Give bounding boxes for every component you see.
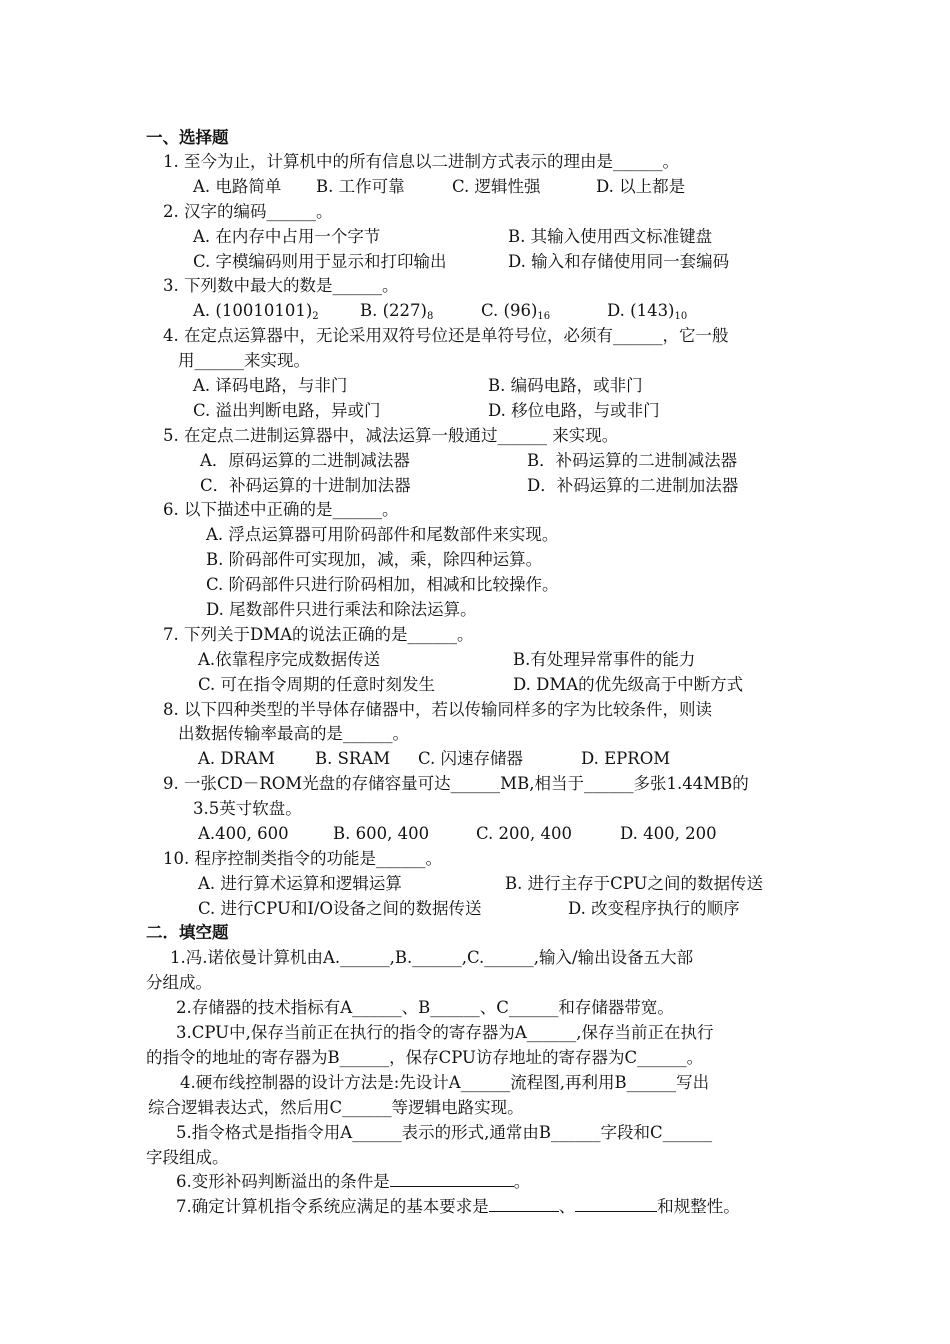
q3-option-a: A. $(10010101)_2$ (193, 301, 319, 322)
question-7-stem: 7. 下列关于DMA的说法正确的是______。 (163, 625, 474, 644)
fill-item-6: 6.变形补码判断溢出的条件是 。 (176, 1172, 531, 1191)
question-4-stem-line-2: 用______来实现。 (178, 351, 310, 370)
q3-option-c-base: 16 (537, 311, 551, 322)
q9-option-c: C. 200, 400 (476, 824, 573, 843)
q1-option-d: D. 以上都是 (596, 177, 686, 196)
q10-option-a: A. 进行算术运算和逻辑运算 (198, 874, 402, 893)
q3-option-d: D. $(143)_{10}$ (607, 301, 688, 322)
q9-option-b: B. 600, 400 (333, 824, 430, 843)
q8-option-b: B. SRAM (315, 749, 391, 768)
answer-blank (575, 1197, 657, 1212)
q5-option-a: A．原码运算的二进制减法器 (200, 451, 410, 470)
fill-item-3-line-1: 3.CPU中,保存当前正在执行的指令的寄存器为A______,保存当前正在执行 (176, 1023, 714, 1042)
q4-option-a: A. 译码电路，与非门 (193, 376, 348, 395)
q2-option-c: C. 字模编码则用于显示和打印输出 (193, 252, 447, 271)
q7-option-a: A.依靠程序完成数据传送 (198, 650, 381, 669)
question-4-stem-line-1: 4. 在定点运算器中，无论采用双符号位还是单符号位，必须有______，它一般 (163, 326, 729, 345)
q4-option-c: C. 溢出判断电路，异或门 (193, 401, 381, 420)
q2-option-d: D. 输入和存储使用同一套编码 (508, 252, 730, 271)
fill-item-4-line-1: 4.硬布线控制器的设计方法是:先设计A______流程图,再利用B______写出 (180, 1073, 710, 1092)
q1-option-b: B. 工作可靠 (316, 177, 405, 196)
q8-option-d: D. EPROM (581, 749, 671, 768)
q4-option-d: D. 移位电路，与或非门 (488, 401, 660, 420)
fill-item-3-line-2: 的指令的地址的寄存器为B______，保存CPU访存地址的寄存器为C______。 (146, 1048, 704, 1067)
question-6-stem: 6. 以下描述中正确的是______。 (163, 500, 399, 519)
answer-blank (390, 1172, 514, 1187)
fill-item-1-line-2: 分组成。 (146, 973, 212, 992)
q3-option-a-base: 2 (312, 311, 319, 322)
q8-option-a: A. DRAM (198, 749, 275, 768)
q3-option-b-base: 8 (426, 311, 434, 322)
question-5-stem: 5. 在定点二进制运算器中，减法运算一般通过______ 来实现。 (163, 426, 619, 445)
fill-item-4-line-2: 综合逻辑表达式，然后用C______等逻辑电路实现。 (148, 1098, 524, 1117)
question-10-stem: 10. 程序控制类指令的功能是______。 (163, 849, 442, 868)
fill-item-7: 7.确定计算机指令系统应满足的基本要求是 、 和规整性。 (176, 1197, 740, 1216)
q2-option-a: A. 在内存中占用一个字节 (193, 227, 381, 246)
section-title-fill: 二．填空题 (146, 923, 229, 942)
q3-option-d-base: 10 (674, 311, 688, 322)
question-8-stem-line-1: 8. 以下四种类型的半导体存储器中，若以传输同样多的字为比较条件，则读 (163, 700, 712, 719)
q6-option-c: C. 阶码部件只进行阶码相加，相减和比较操作。 (206, 575, 559, 594)
q7-option-b: B.有处理异常事件的能力 (513, 650, 696, 669)
q3-option-b: B. $(227)_8$ (360, 301, 434, 322)
q2-option-b: B. 其输入使用西文标准键盘 (508, 227, 713, 246)
q6-option-b: B. 阶码部件可实现加，减，乘，除四种运算。 (206, 550, 543, 569)
question-9-stem-line-2: 3.5英寸软盘。 (193, 799, 302, 818)
question-2-stem: 2. 汉字的编码______。 (163, 202, 333, 221)
fill-item-2-line-1: 2.存储器的技术指标有A______、B______、C______和存储器带宽。 (176, 998, 674, 1017)
fill-item-5-line-2: 字段组成。 (146, 1148, 229, 1167)
question-8-stem-line-2: 出数据传输率最高的是______。 (178, 724, 409, 743)
q1-option-c: C. 逻辑性强 (452, 177, 541, 196)
fill-item-1-line-1: 1.冯.诺依曼计算机由A.______,B.______,C.______,输入/输出设备五大部 (170, 948, 694, 967)
q7-option-d: D. DMA的优先级高于中断方式 (513, 675, 744, 694)
q3-option-c: C. $(96)_{16}$ (481, 301, 551, 322)
q5-option-b: B．补码运算的二进制减法器 (527, 451, 738, 470)
q10-option-d: D. 改变程序执行的顺序 (568, 899, 740, 918)
q5-option-d: D．补码运算的二进制加法器 (527, 476, 739, 495)
answer-blank (489, 1197, 559, 1212)
question-9-stem-line-1: 9. 一张CD－ROM光盘的存储容量可达______MB,相当于______多张1.44MB的 (163, 774, 749, 793)
question-3-stem: 3. 下列数中最大的数是______。 (163, 276, 399, 295)
q8-option-c: C. 闪速存储器 (418, 749, 524, 768)
q9-option-a: A.400, 600 (198, 824, 289, 843)
question-1-stem: 1. 至今为止，计算机中的所有信息以二进制方式表示的理由是______。 (163, 152, 679, 171)
section-title-choice: 一、选择题 (146, 128, 229, 147)
fill-item-5-line-1: 5.指令格式是指指令用A______表示的形式,通常由B______字段和C______ (176, 1123, 713, 1142)
q1-option-a: A. 电路简单 (193, 177, 282, 196)
q6-option-d: D. 尾数部件只进行乘法和除法运算。 (206, 600, 477, 619)
q6-option-a: A. 浮点运算器可用阶码部件和尾数部件来实现。 (206, 525, 559, 544)
q7-option-c: C. 可在指令周期的任意时刻发生 (198, 675, 436, 694)
q10-option-c: C. 进行CPU和I/O设备之间的数据传送 (198, 899, 482, 918)
q4-option-b: B. 编码电路，或非门 (488, 376, 643, 395)
q5-option-c: C．补码运算的十进制加法器 (200, 476, 411, 495)
q10-option-b: B. 进行主存于CPU之间的数据传送 (505, 874, 763, 893)
q9-option-d: D. 400, 200 (620, 824, 717, 843)
